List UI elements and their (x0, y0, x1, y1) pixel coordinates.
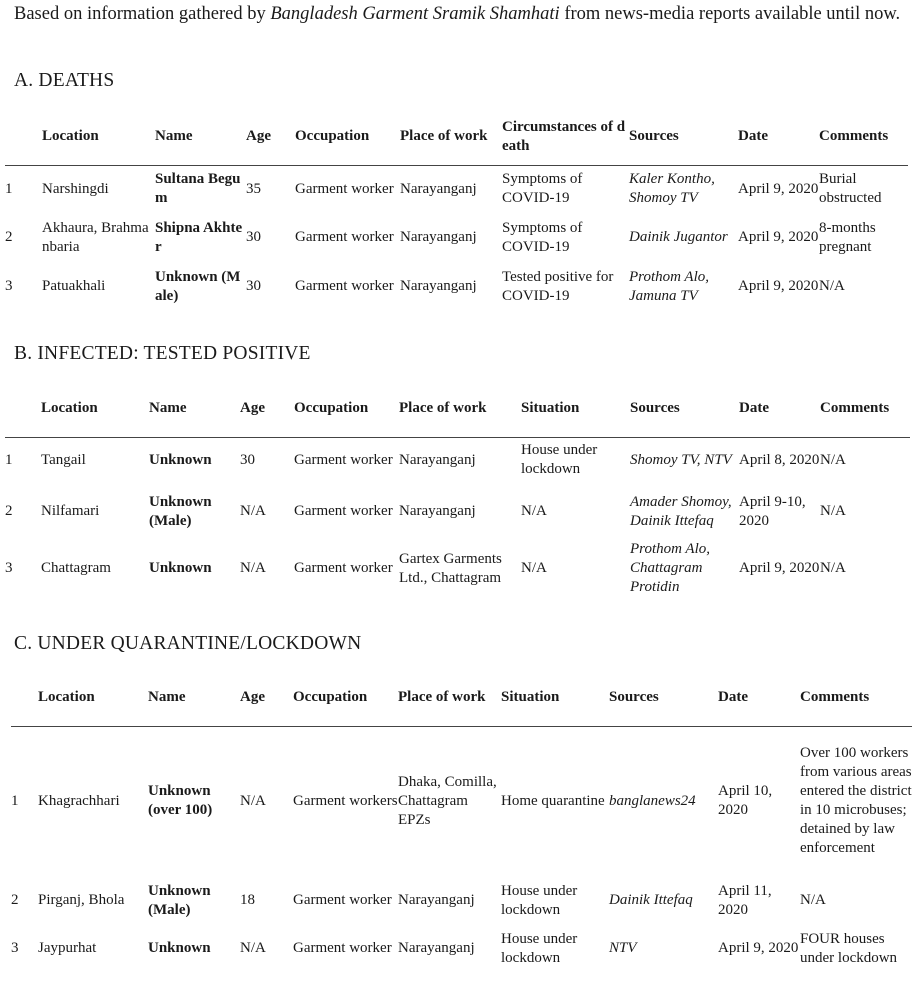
table-infected (5, 381, 910, 597)
cell-sources: Kaler Kontho, Shomoy TV (629, 171, 715, 207)
header-situation: Situation (501, 670, 609, 726)
table-row (5, 437, 910, 483)
cell-situation: Symptoms of COVID-19 (502, 219, 583, 255)
cell-comments: 8-months pregnant (819, 219, 876, 255)
header-comments: Comments (819, 109, 908, 165)
header-location: Location (38, 670, 148, 726)
table-row (5, 165, 908, 213)
cell-occupation: Garment worker (294, 503, 393, 519)
cell-comments: N/A (820, 503, 846, 519)
header-date: Date (739, 381, 820, 437)
cell-sources: Prothom Alo, Jamuna TV (629, 268, 710, 304)
cell-comments: N/A (820, 451, 846, 468)
section-title-infected: B. INFECTED: TESTED POSITIVE (14, 343, 311, 364)
cell-age: N/A (240, 792, 266, 809)
header-name: Name (155, 109, 246, 165)
cell-situation: House under lockdown (501, 930, 578, 966)
header-name: Name (148, 670, 240, 726)
cell-location: Patuakhali (42, 278, 106, 294)
cell-num: 1 (5, 180, 13, 197)
cell-situation: Tested positive for COVID-19 (502, 268, 614, 304)
section-title-quarantine: C. UNDER QUARANTINE/LOCKDOWN (14, 633, 362, 654)
cell-name: Unknown (149, 451, 212, 468)
cell-date: April 9, 2020 (738, 278, 819, 294)
cell-comments: N/A (820, 560, 846, 576)
cell-comments: N/A (819, 278, 845, 294)
cell-occupation: Garment worker (295, 180, 394, 197)
cell-age: 30 (246, 278, 261, 294)
cell-age: 30 (240, 451, 255, 468)
cell-date: April 11, 2020 (718, 882, 772, 918)
cell-occupation: Garment worker (294, 451, 393, 468)
header-occupation: Occupation (294, 381, 399, 437)
cell-date: April 9, 2020 (738, 229, 819, 245)
cell-date: April 9, 2020 (718, 940, 799, 956)
cell-date: April 8, 2020 (739, 451, 820, 468)
header-sources: Sources (630, 381, 739, 437)
cell-location: Jaypurhat (38, 940, 97, 956)
cell-occupation: Garment worker (293, 892, 392, 908)
cell-sources: Dainik Ittefaq (609, 892, 693, 908)
cell-num: 2 (5, 503, 13, 519)
table-row (11, 925, 912, 972)
cell-place: Narayanganj (398, 940, 475, 956)
header-num (5, 381, 41, 437)
table-header-row (5, 381, 910, 437)
cell-situation: N/A (521, 503, 547, 519)
cell-name: Unknown (over 100) (148, 783, 213, 819)
cell-comments: FOUR houses under lockdown (800, 930, 898, 966)
cell-comments: N/A (800, 892, 826, 908)
intro-prefix: Based on information gathered by (14, 4, 271, 24)
cell-place: Narayanganj (400, 180, 477, 197)
header-age: Age (240, 670, 293, 726)
cell-num: 1 (5, 451, 13, 468)
cell-num: 3 (11, 940, 19, 956)
header-num (5, 109, 42, 165)
cell-num: 2 (5, 229, 13, 245)
cell-location: Pirganj, Bhola (38, 892, 125, 908)
cell-place: Narayanganj (400, 229, 477, 245)
cell-location: Nilfamari (41, 503, 100, 519)
header-date: Date (718, 670, 800, 726)
header-sources: Sources (629, 109, 738, 165)
header-occupation: Occupation (293, 670, 398, 726)
cell-sources: Amader Shomoy, Dainik Ittefaq (630, 493, 732, 529)
cell-place: Narayanganj (398, 892, 475, 908)
cell-sources: Prothom Alo, Chattagram Protidin (630, 541, 711, 595)
table-row (5, 540, 910, 597)
cell-name: Shipna Akhter (155, 219, 243, 255)
cell-sources: Shomoy TV, NTV (630, 451, 732, 468)
cell-place: Narayanganj (400, 278, 477, 294)
header-num (11, 670, 38, 726)
header-place: Place of work (398, 670, 501, 726)
cell-location: Khagrachhari (38, 792, 120, 809)
cell-age: 35 (246, 180, 261, 197)
cell-name: Unknown (148, 940, 211, 956)
cell-occupation: Garment worker (295, 229, 394, 245)
cell-name: Unknown (Male) (149, 493, 212, 529)
cell-num: 3 (5, 278, 13, 294)
cell-num: 2 (11, 892, 19, 908)
cell-num: 3 (5, 560, 13, 576)
cell-location: Chattagram (41, 560, 111, 576)
table-deaths (5, 109, 908, 311)
header-sources: Sources (609, 670, 718, 726)
cell-location: Narshingdi (42, 180, 109, 197)
cell-place: Gartex Garments Ltd., Chattagram (399, 550, 502, 586)
cell-name: Unknown (Male) (155, 268, 241, 304)
header-occupation: Occupation (295, 109, 400, 165)
header-comments: Comments (800, 670, 912, 726)
cell-location: Akhaura, Brahmanbaria (42, 219, 149, 255)
header-date: Date (738, 109, 819, 165)
cell-comments: Burial obstructed (819, 171, 882, 207)
cell-comments: Over 100 workers from various areas entered the district in 10 microbuses; detained by law enforcement (800, 745, 912, 857)
header-comments: Comments (820, 381, 910, 437)
header-situation: Situation (521, 381, 630, 437)
cell-place: Dhaka, Comilla, Chattagram EPZs (398, 773, 497, 828)
cell-situation: N/A (521, 560, 547, 576)
table-row (11, 726, 912, 876)
table-row (5, 262, 908, 311)
cell-situation: Home quarantine (501, 792, 605, 809)
table-quarantine (11, 670, 912, 972)
cell-sources: NTV (609, 940, 637, 956)
table-row (11, 876, 912, 925)
cell-occupation: Garment workers (293, 792, 398, 809)
cell-place: Narayanganj (399, 503, 476, 519)
intro-suffix: from news-media reports available until now. (559, 4, 901, 24)
header-place: Place of work (399, 381, 521, 437)
header-name: Name (149, 381, 240, 437)
cell-situation: House under lockdown (521, 442, 598, 478)
cell-situation: Symptoms of COVID-19 (502, 171, 583, 207)
cell-date: April 10, 2020 (718, 783, 773, 819)
section-title-deaths: A. DEATHS (14, 70, 115, 91)
cell-name: Unknown (149, 560, 212, 576)
header-place: Place of work (400, 109, 502, 165)
cell-date: April 9, 2020 (739, 560, 820, 576)
intro-paragraph (14, 0, 910, 29)
table-row (5, 213, 908, 262)
cell-date: April 9, 2020 (738, 180, 819, 197)
header-age: Age (240, 381, 294, 437)
cell-name: Unknown (Male) (148, 882, 211, 918)
cell-age: N/A (240, 503, 266, 519)
header-situation: Circumstances of death (502, 109, 629, 165)
cell-occupation: Garment worker (294, 560, 393, 576)
cell-occupation: Garment worker (293, 940, 392, 956)
cell-age: N/A (240, 560, 266, 576)
intro-org: Bangladesh Garment Sramik Shamhati (270, 4, 560, 24)
cell-date: April 9-10, 2020 (739, 493, 806, 529)
header-age: Age (246, 109, 295, 165)
table-header-row (5, 109, 908, 165)
cell-age: N/A (240, 940, 266, 956)
cell-age: 30 (246, 229, 261, 245)
table-row (5, 483, 910, 540)
header-location: Location (42, 109, 155, 165)
cell-sources: banglanews24 (609, 792, 696, 809)
cell-name: Sultana Begum (155, 171, 241, 207)
cell-place: Narayanganj (399, 451, 476, 468)
cell-age: 18 (240, 892, 255, 908)
cell-location: Tangail (41, 451, 86, 468)
header-location: Location (41, 381, 149, 437)
table-header-row (11, 670, 912, 726)
cell-situation: House under lockdown (501, 882, 578, 918)
cell-sources: Dainik Jugantor (629, 229, 728, 245)
cell-num: 1 (11, 792, 19, 809)
cell-occupation: Garment worker (295, 278, 394, 294)
